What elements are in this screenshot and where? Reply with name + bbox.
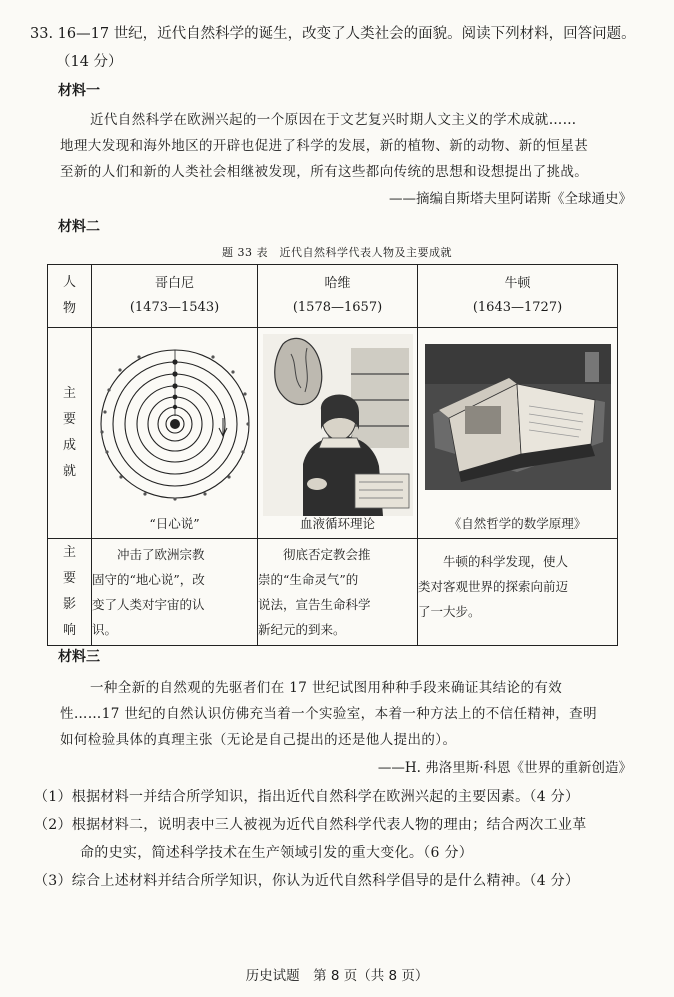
sub-question-2-continued: 命的史实，简述科学技术在生产领域引发的重大变化。（6 分） <box>80 845 474 861</box>
question-score: （14 分） <box>56 54 123 70</box>
material3-line: 如何检验具体的真理主张（无论是自己提出的还是他人提出的）。 <box>60 732 457 748</box>
heliocentric-cell <box>92 328 258 539</box>
table-caption: 题 33 表 近代自然科学代表人物及主要成就 <box>222 246 452 259</box>
harvey-portrait-image <box>263 334 413 516</box>
impact-line: 识。 <box>92 622 118 637</box>
impact-line: 彻底否定教会推 <box>283 547 371 562</box>
person-years: (1473—1543) <box>129 300 220 315</box>
row-header-char: 主 <box>62 386 76 401</box>
person-years: (1578—1657) <box>292 300 383 315</box>
person-name: 哥白尼 <box>154 276 194 291</box>
row-header-achievement <box>48 328 92 539</box>
person-years: (1643—1727) <box>472 300 563 315</box>
row-header-char: 成 <box>62 438 76 453</box>
row-header-person <box>48 265 92 328</box>
material1-line: 近代自然科学在欧洲兴起的一个原因在于文艺复兴时期人文主义的学术成就…… <box>90 112 577 128</box>
row-header-char: 人 <box>62 275 76 290</box>
impact-line: 变了人类对宇宙的认 <box>92 597 205 612</box>
achievement-caption: 血液循环理论 <box>299 516 375 531</box>
principia-book-image <box>425 344 611 490</box>
row-header-char: 响 <box>62 623 76 638</box>
achievements-table <box>47 264 618 646</box>
impact-line: 固守的“地心说”，改 <box>92 572 205 587</box>
row-header-char: 影 <box>62 597 76 612</box>
material1-line: 地理大发现和海外地区的开辟也促进了科学的发展，新的植物、新的动物、新的恒星甚 <box>60 138 589 154</box>
material3-line: 性……17 世纪的自然认识仿佛充当着一个实验室，本着一种方法上的不信任精神，查明 <box>60 706 597 722</box>
impact-line: 新纪元的到来。 <box>258 622 346 637</box>
page-footer: 历史试题 第 8 页（共 8 页） <box>245 968 429 984</box>
material2-label: 材料二 <box>58 219 100 235</box>
material3-source: ——H. 弗洛里斯·科恩《世界的重新创造》 <box>377 760 632 776</box>
achievement-caption: 《自然哲学的数学原理》 <box>448 516 587 531</box>
question-title: 33. 16—17 世纪，近代自然科学的诞生，改变了人类社会的面貌。阅读下列材料，回答问题。 <box>30 26 636 42</box>
material3-label: 材料三 <box>58 649 100 665</box>
impact-line: 牛顿的科学发现，使人 <box>443 554 569 569</box>
person-cell <box>418 265 618 328</box>
impact-line: 类对客观世界的探索向前迈 <box>418 579 569 594</box>
impact-line: 说法，宣告生命科学 <box>258 597 371 612</box>
sub-question-1: （1）根据材料一并结合所学知识，指出近代自然科学在欧洲兴起的主要因素。（4 分） <box>34 789 580 805</box>
row-header-impact <box>48 539 92 646</box>
sub-question-2: （2）根据材料二，说明表中三人被视为近代自然科学代表人物的理由；结合两次工业革 <box>34 817 587 833</box>
material3-line: 一种全新的自然观的先驱者们在 17 世纪试图用种种手段来确证其结论的有效 <box>90 680 563 696</box>
person-name: 牛顿 <box>504 276 531 291</box>
row-header-char: 要 <box>62 571 76 586</box>
person-cell <box>92 265 258 328</box>
impact-line: 了一大步。 <box>418 604 481 619</box>
impact-line: 崇的“生命灵气”的 <box>258 572 359 587</box>
newton-cell <box>418 328 618 539</box>
harvey-cell <box>258 328 418 539</box>
material1-source: ——摘编自斯塔夫里阿诺斯《全球通史》 <box>389 191 632 207</box>
sub-question-3: （3）综合上述材料并结合所学知识，你认为近代自然科学倡导的是什么精神。（4 分） <box>34 873 580 889</box>
material1-line: 至新的人们和新的人类社会相继被发现，所有这些都向传统的思想和设想提出了挑战。 <box>60 164 589 180</box>
impact-cell <box>418 539 618 646</box>
row-header-char: 要 <box>62 412 76 427</box>
row-header-char: 主 <box>62 545 76 560</box>
achievement-caption: “日心说” <box>149 516 200 531</box>
impact-line: 冲击了欧洲宗教 <box>117 547 205 562</box>
person-name: 哈维 <box>324 276 351 291</box>
material1-label: 材料一 <box>58 83 100 99</box>
person-cell <box>258 265 418 328</box>
impact-cell <box>258 539 418 646</box>
heliocentric-diagram <box>95 332 255 512</box>
impact-cell <box>92 539 258 646</box>
row-header-char: 就 <box>62 464 76 479</box>
row-header-char: 物 <box>62 301 76 316</box>
